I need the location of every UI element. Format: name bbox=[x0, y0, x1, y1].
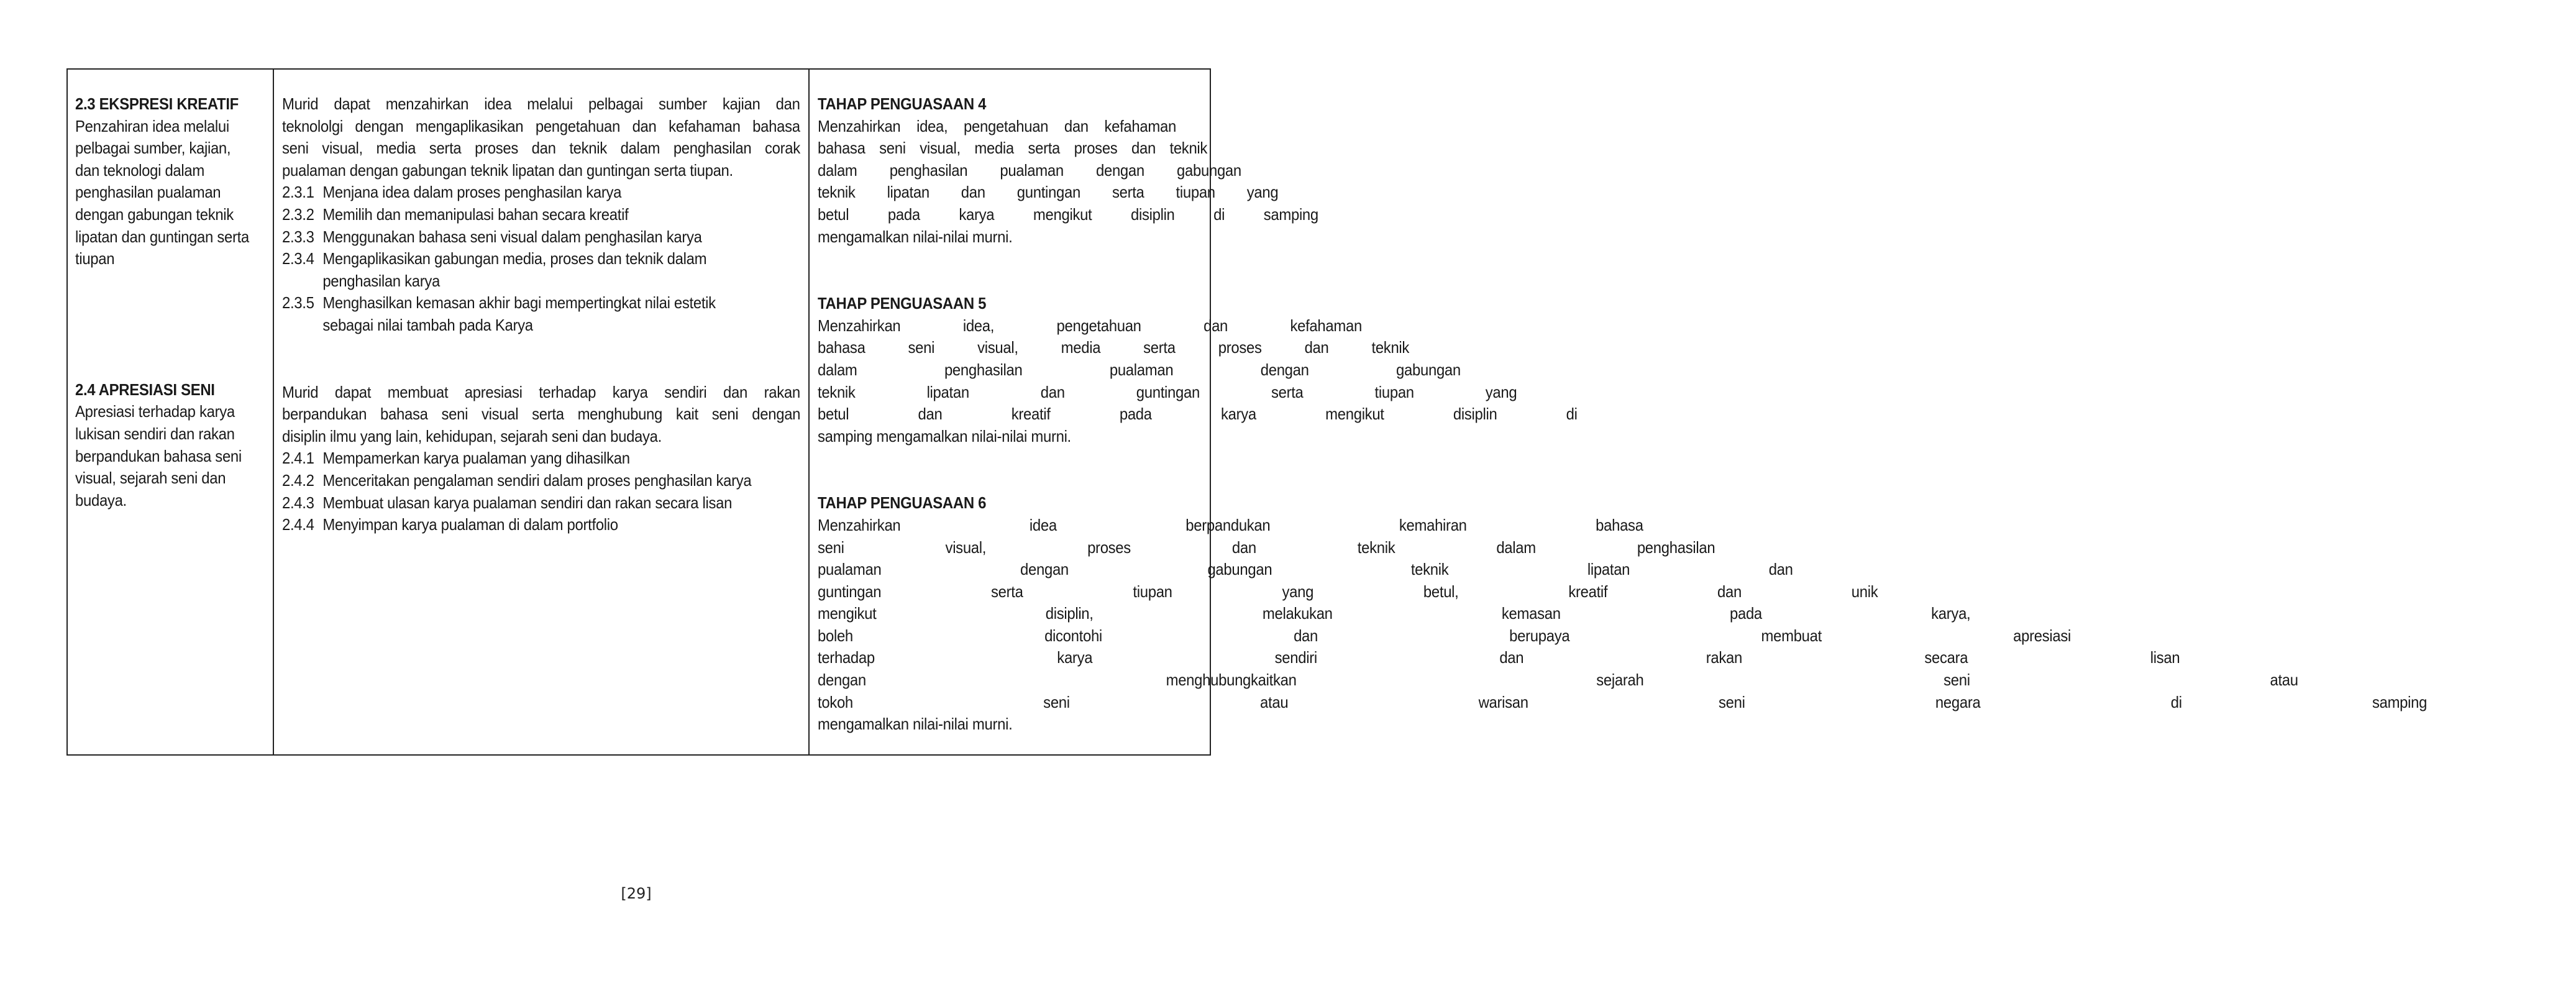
mastery-level-5 bbox=[818, 293, 2567, 447]
item-number: 2.3.5 bbox=[282, 293, 314, 313]
item-text: Menceritakan pengalaman sendiri dalam proses penghasilan karya bbox=[322, 470, 752, 490]
section-2-3 bbox=[75, 93, 264, 270]
section-2-3-items bbox=[282, 181, 800, 336]
mastery-level-4 bbox=[818, 93, 2567, 248]
mastery-level-5-title: TAHAP PENGUASAAN 5 bbox=[818, 294, 987, 313]
item-number: 2.4.4 bbox=[282, 515, 314, 534]
text-line: terhadap karya sendiri dan rakan secara lisan bbox=[818, 648, 2180, 667]
objective-item bbox=[282, 248, 800, 270]
text-line: mengikut disiplin, melakukan kemasan pada karya, bbox=[818, 604, 1971, 623]
item-continuation: sebagai nilai tambah pada Karya bbox=[322, 315, 534, 334]
section-2-4-block bbox=[282, 382, 800, 536]
text-line: bahasa seni visual, media serta proses dan teknik bbox=[818, 139, 1208, 158]
objective-item bbox=[282, 226, 800, 249]
text-line: mengamalkan nilai-nilai murni. bbox=[818, 227, 1013, 246]
item-text: Membuat ulasan karya pualaman sendiri dan rakan secara lisan bbox=[322, 493, 733, 512]
text-line: betul pada karya mengikut disiplin di samping bbox=[818, 204, 1319, 224]
text-line: pelbagai sumber, kajian, bbox=[75, 139, 231, 158]
objective-item bbox=[282, 514, 800, 536]
text-line: berpandukan bahasa seni bbox=[75, 446, 242, 465]
item-number: 2.3.1 bbox=[282, 183, 314, 202]
text-line: Menzahirkan idea berpandukan kemahiran bahasa bbox=[818, 515, 1643, 534]
text-line: dalam penghasilan pualaman dengan gabungan bbox=[818, 160, 1242, 180]
text-line: disiplin ilmu yang lain, kehidupan, sejarah seni dan budaya. bbox=[282, 426, 662, 446]
item-text: Menghasilkan kemasan akhir bagi mempertingkat nilai estetik bbox=[322, 293, 716, 313]
objective-item bbox=[282, 204, 800, 226]
text-line: pualaman dengan gabungan teknik lipatan dan bbox=[818, 560, 1793, 579]
text-line: dalam penghasilan pualaman dengan gabungan bbox=[818, 360, 1461, 379]
text-line: dan teknologi dalam bbox=[75, 160, 204, 180]
text-line: samping mengamalkan nilai-nilai murni. bbox=[818, 426, 1072, 446]
content-table bbox=[66, 68, 2428, 756]
objective-item bbox=[282, 447, 800, 470]
standard-column bbox=[68, 70, 274, 754]
text-line: Menzahirkan idea, pengetahuan dan kefahaman bbox=[818, 116, 1177, 135]
text-line: seni visual, media serta proses dan teknik dalam penghasilan corak bbox=[282, 139, 801, 158]
objective-item bbox=[282, 470, 800, 492]
item-text: Menggunakan bahasa seni visual dalam penghasilan karya bbox=[322, 227, 702, 246]
text-line: Menzahirkan idea, pengetahuan dan kefahaman bbox=[818, 316, 1363, 335]
mastery-level-6-text bbox=[818, 514, 2567, 736]
section-2-3-intro bbox=[282, 93, 800, 181]
item-number: 2.4.2 bbox=[282, 470, 314, 490]
section-2-4-intro bbox=[282, 382, 800, 448]
item-text: Menyimpan karya pualaman di dalam portfolio bbox=[322, 515, 619, 534]
mastery-level-4-text bbox=[818, 116, 2567, 249]
item-number: 2.3.4 bbox=[282, 249, 314, 268]
text-line: teknik lipatan dan guntingan serta tiupan yang bbox=[818, 382, 1517, 401]
text-line: tokoh seni atau warisan seni negara di samping bbox=[818, 692, 2428, 711]
item-text: Mengaplikasikan gabungan media, proses dan teknik dalam bbox=[322, 249, 707, 268]
text-line: Apresiasi terhadap karya bbox=[75, 402, 235, 421]
objective-item bbox=[282, 181, 800, 204]
section-2-4-title: 2.4 APRESIASI SENI bbox=[75, 380, 215, 399]
learning-objectives-column bbox=[274, 70, 810, 754]
text-line: Murid dapat membuat apresiasi terhadap karya sendiri dan rakan bbox=[282, 382, 801, 401]
section-2-4-description bbox=[75, 401, 264, 511]
section-2-3-description bbox=[75, 116, 264, 270]
mastery-level-column bbox=[810, 70, 2575, 754]
objective-item bbox=[282, 492, 800, 514]
text-line: lipatan dan guntingan serta bbox=[75, 227, 249, 246]
text-line: budaya. bbox=[75, 490, 127, 510]
mastery-level-6-title: TAHAP PENGUASAAN 6 bbox=[818, 493, 987, 513]
text-line: boleh dicontohi dan berupaya membuat apresiasi bbox=[818, 626, 2071, 645]
section-2-3-title: 2.3 EKSPRESI KREATIF bbox=[75, 94, 239, 113]
item-text: Memilih dan memanipulasi bahan secara kreatif bbox=[322, 204, 629, 224]
item-text: Menjana idea dalam proses penghasilan karya bbox=[322, 183, 622, 202]
text-line: dengan menghubungkaitkan sejarah seni atau bbox=[818, 670, 2298, 690]
section-2-4-items bbox=[282, 447, 800, 536]
page-number: [29] bbox=[621, 885, 652, 902]
item-text: Mempamerkan karya pualaman yang dihasilkan bbox=[322, 449, 630, 468]
text-line: teknik lipatan dan guntingan serta tiupan yang bbox=[818, 183, 1279, 202]
text-line: bahasa seni visual, media serta proses dan teknik bbox=[818, 338, 1410, 357]
text-line: seni visual, proses dan teknik dalam penghasilan bbox=[818, 537, 1715, 557]
text-line: lukisan sendiri dan rakan bbox=[75, 424, 235, 443]
mastery-level-5-text bbox=[818, 315, 2567, 448]
item-number: 2.3.2 bbox=[282, 204, 314, 224]
text-line: penghasilan pualaman bbox=[75, 183, 221, 202]
text-line: tiupan bbox=[75, 249, 115, 268]
section-2-4 bbox=[75, 379, 264, 512]
mastery-level-4-title: TAHAP PENGUASAAN 4 bbox=[818, 94, 987, 113]
mastery-level-6 bbox=[818, 492, 2567, 736]
text-line: berpandukan bahasa seni visual serta menghubung kait seni dengan bbox=[282, 405, 801, 424]
text-line: Murid dapat menzahirkan idea melalui pelbagai sumber kajian dan bbox=[282, 94, 800, 113]
text-line: teknololgi dengan mengaplikasikan pengetahuan dan kefahaman bahasa bbox=[282, 116, 800, 135]
text-line: guntingan serta tiupan yang betul, kreatif dan unik bbox=[818, 582, 1878, 601]
text-line: mengamalkan nilai-nilai murni. bbox=[818, 715, 1013, 734]
text-line: visual, sejarah seni dan bbox=[75, 469, 226, 488]
text-line: betul dan kreatif pada karya mengikut disiplin di bbox=[818, 405, 1578, 424]
item-number: 2.4.3 bbox=[282, 493, 314, 512]
text-line: dengan gabungan teknik bbox=[75, 204, 234, 224]
text-line: Penzahiran idea melalui bbox=[75, 116, 229, 135]
item-continuation: penghasilan karya bbox=[322, 271, 441, 290]
objective-item bbox=[282, 292, 800, 314]
text-line: pualaman dengan gabungan teknik lipatan dan guntingan serta tiupan. bbox=[282, 160, 734, 180]
item-number: 2.3.3 bbox=[282, 227, 314, 246]
item-number: 2.4.1 bbox=[282, 449, 314, 468]
